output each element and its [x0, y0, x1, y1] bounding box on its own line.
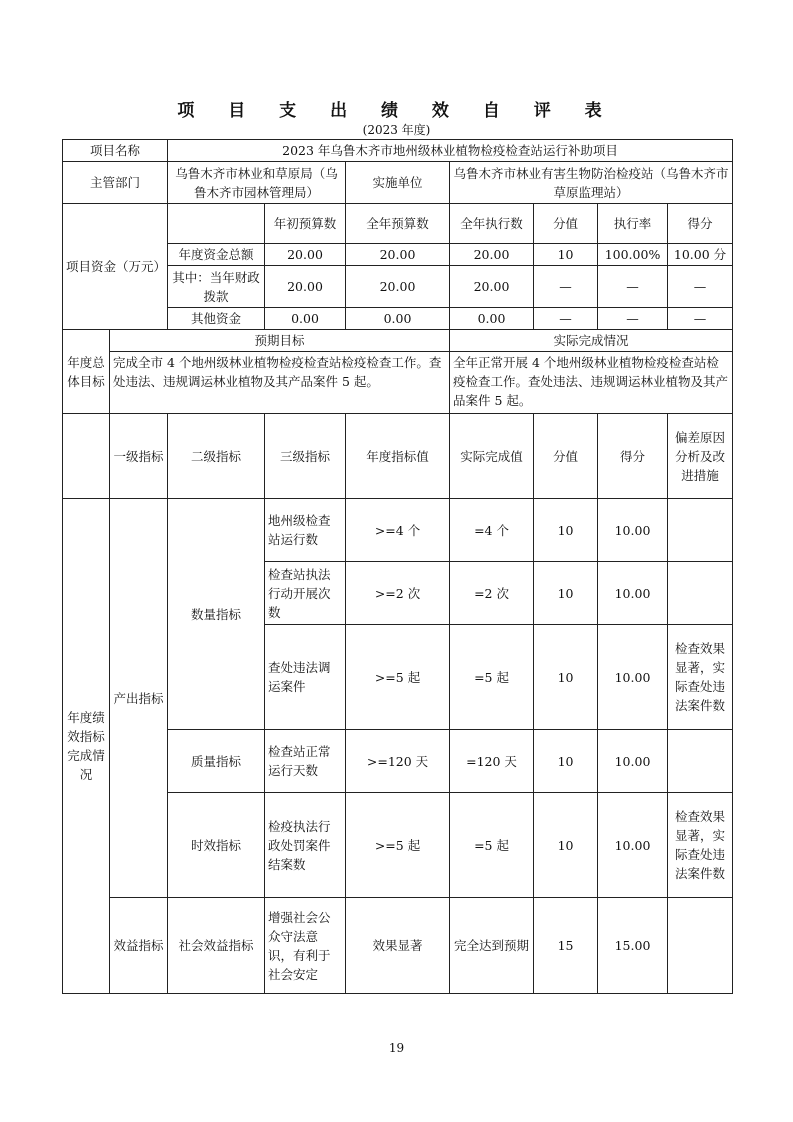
- goals-actual-label: 实际完成情况: [450, 330, 733, 352]
- indicator-name: 检疫执法行政处罚案件结案数: [265, 793, 346, 898]
- funds-row-label: 其中：当年财政拨款: [168, 266, 265, 308]
- indicator-header-target: 年度指标值: [346, 414, 450, 499]
- timeliness-indicator-label: 时效指标: [168, 793, 265, 898]
- indicator-target: >=5 起: [346, 793, 450, 898]
- funds-cell: —: [598, 308, 668, 330]
- indicator-actual: =5 起: [450, 793, 534, 898]
- indicator-got: 10.00: [598, 562, 668, 625]
- funds-cell: 0.00: [346, 308, 450, 330]
- funds-cell: 20.00: [265, 266, 346, 308]
- funds-header-initial: 年初预算数: [265, 204, 346, 244]
- indicator-header-level2: 二级指标: [168, 414, 265, 499]
- funds-cell: 10.00 分: [668, 244, 733, 266]
- funds-cell: 20.00: [265, 244, 346, 266]
- dept-label: 主管部门: [63, 162, 168, 204]
- indicator-score: 10: [534, 499, 598, 562]
- indicator-target: >=4 个: [346, 499, 450, 562]
- quality-indicator-label: 质量指标: [168, 730, 265, 793]
- indicator-target: >=2 次: [346, 562, 450, 625]
- goals-actual: 全年正常开展 4 个地州级林业植物检疫检查站检疫检查工作。查处违法、违规调运林业植物及其产品案件 5 起。: [450, 352, 733, 414]
- funds-header-rate: 执行率: [598, 204, 668, 244]
- social-indicator-label: 社会效益指标: [168, 898, 265, 994]
- indicator-name: 增强社会公众守法意识，有利于社会安定: [265, 898, 346, 994]
- indicator-target: 效果显著: [346, 898, 450, 994]
- funds-row-label: 其他资金: [168, 308, 265, 330]
- funds-cell: 0.00: [265, 308, 346, 330]
- indicator-header-score: 分值: [534, 414, 598, 499]
- page-number: 19: [388, 1041, 405, 1055]
- indicator-score: 15: [534, 898, 598, 994]
- indicator-got: 15.00: [598, 898, 668, 994]
- indicator-header-got: 得分: [598, 414, 668, 499]
- funds-cell: 20.00: [346, 244, 450, 266]
- indicator-score: 10: [534, 730, 598, 793]
- goals-label: 年度总体目标: [63, 330, 110, 414]
- funds-cell: —: [598, 266, 668, 308]
- indicator-header-actual: 实际完成值: [450, 414, 534, 499]
- funds-cell: 100.00%: [598, 244, 668, 266]
- indicator-actual: =120 天: [450, 730, 534, 793]
- indicator-target: >=120 天: [346, 730, 450, 793]
- funds-cell: —: [668, 308, 733, 330]
- indicator-target: >=5 起: [346, 625, 450, 730]
- table-row: [63, 499, 733, 562]
- funds-header-executed: 全年执行数: [450, 204, 534, 244]
- indicator-note: [668, 562, 733, 625]
- funds-cell: —: [534, 266, 598, 308]
- indicator-score: 10: [534, 562, 598, 625]
- dept-value: 乌鲁木齐市林业和草原局（乌鲁木齐市园林管理局）: [168, 162, 346, 204]
- goals-expected: 完成全市 4 个地州级林业植物检疫检查站检疫检查工作。查处违法、违规调运林业植物及其产品案件 5 起。: [110, 352, 450, 414]
- output-indicator-label: 产出指标: [110, 499, 168, 898]
- indicator-got: 10.00: [598, 793, 668, 898]
- funds-cell: 0.00: [450, 308, 534, 330]
- project-name: 2023 年乌鲁木齐市地州级林业植物检疫检查站运行补助项目: [168, 140, 733, 162]
- funds-header-blank: [168, 204, 265, 244]
- indicator-actual: =2 次: [450, 562, 534, 625]
- impl-label: 实施单位: [346, 162, 450, 204]
- indicator-note: [668, 730, 733, 793]
- indicators-section-label: 年度绩效指标完成情况: [63, 499, 110, 994]
- indicator-name: 检查站正常运行天数: [265, 730, 346, 793]
- indicator-score: 10: [534, 625, 598, 730]
- project-name-label: 项目名称: [63, 140, 168, 162]
- indicator-actual: =4 个: [450, 499, 534, 562]
- funds-header-score: 分值: [534, 204, 598, 244]
- funds-header-annual: 全年预算数: [346, 204, 450, 244]
- indicator-actual: 完全达到预期: [450, 898, 534, 994]
- funds-cell: 20.00: [450, 266, 534, 308]
- indicator-score: 10: [534, 793, 598, 898]
- indicator-note: 检查效果显著，实际查处违法案件数: [668, 793, 733, 898]
- indicator-header-level1: 一级指标: [110, 414, 168, 499]
- quantity-indicator-label: 数量指标: [168, 499, 265, 730]
- indicator-header-level3: 三级指标: [265, 414, 346, 499]
- indicator-got: 10.00: [598, 730, 668, 793]
- indicator-header-note: 偏差原因分析及改进措施: [668, 414, 733, 499]
- performance-table: [62, 139, 733, 994]
- indicator-header-blank: [63, 414, 110, 499]
- page-subtitle: (2023 年度): [362, 123, 431, 137]
- indicator-name: 地州级检查站运行数: [265, 499, 346, 562]
- indicator-got: 10.00: [598, 499, 668, 562]
- funds-cell: 20.00: [450, 244, 534, 266]
- indicator-actual: =5 起: [450, 625, 534, 730]
- indicator-name: 查处违法调运案件: [265, 625, 346, 730]
- impl-value: 乌鲁木齐市林业有害生物防治检疫站（乌鲁木齐市草原监理站）: [450, 162, 733, 204]
- indicator-note: 检查效果显著，实际查处违法案件数: [668, 625, 733, 730]
- page-title: 项 目 支 出 绩 效 自 评 表: [177, 101, 616, 121]
- goals-expected-label: 预期目标: [110, 330, 450, 352]
- funds-header-got: 得分: [668, 204, 733, 244]
- indicator-note: [668, 499, 733, 562]
- table-row: [63, 898, 733, 994]
- funds-row-label: 年度资金总额: [168, 244, 265, 266]
- funds-label: 项目资金（万元）: [63, 204, 168, 330]
- benefit-indicator-label: 效益指标: [110, 898, 168, 994]
- funds-cell: 10: [534, 244, 598, 266]
- indicator-name: 检查站执法行动开展次数: [265, 562, 346, 625]
- funds-cell: 20.00: [346, 266, 450, 308]
- indicator-note: [668, 898, 733, 994]
- indicator-got: 10.00: [598, 625, 668, 730]
- funds-cell: —: [668, 266, 733, 308]
- funds-cell: —: [534, 308, 598, 330]
